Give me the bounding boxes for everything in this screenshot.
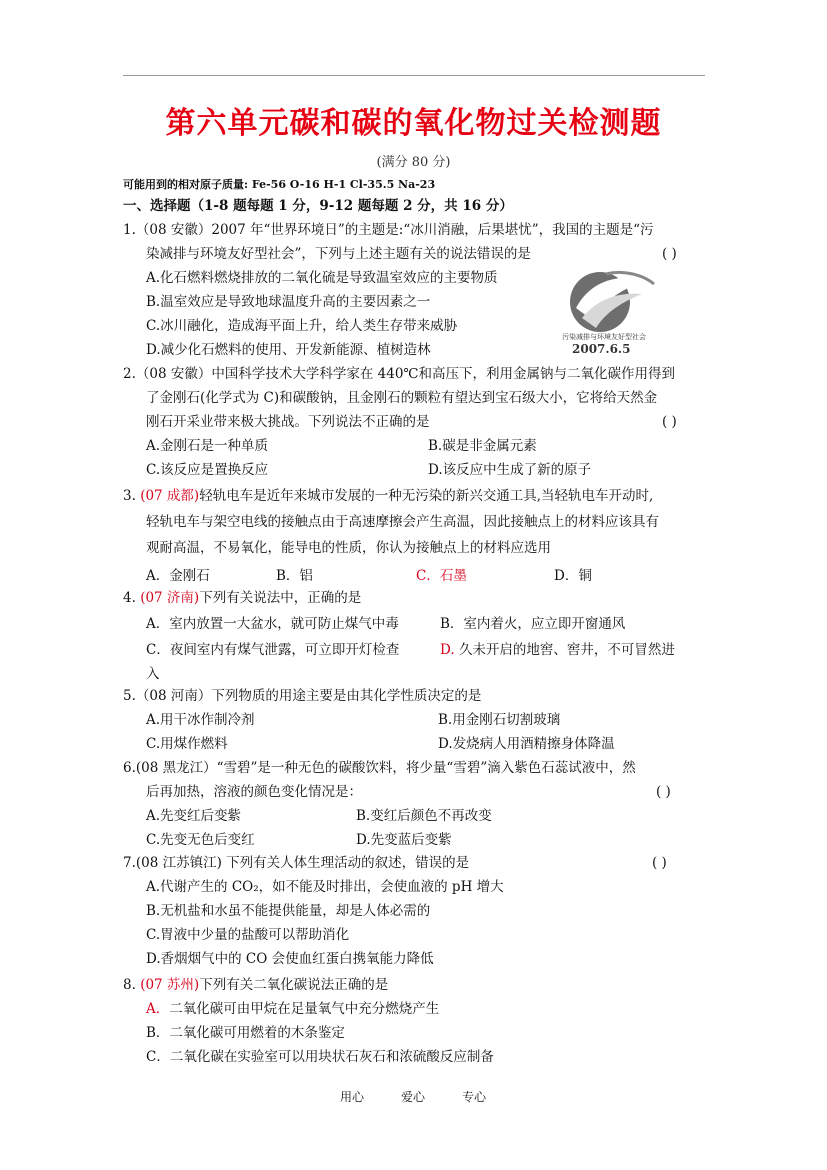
q8-option-b: B．二氧化碳可用燃着的木条鉴定: [146, 1025, 345, 1041]
q6-line2: 后再加热，溶液的颜色变化情况是：: [146, 784, 362, 800]
q7-option-a: A.代谢产生的 CO₂，如不能及时排出，会使血液的 pH 增大: [146, 879, 504, 895]
q8-source: (07 苏州): [140, 977, 200, 993]
q4-option-b: B．室内着火，应立即开窗通风: [440, 616, 626, 632]
q5-option-b: B.用金刚石切割玻璃: [438, 712, 561, 728]
q1-answer-blank: ( ): [662, 246, 677, 262]
q5-option-d: D.发烧病人用酒精擦身体降温: [438, 736, 615, 752]
q2-option-a: A.金刚石是一种单质: [146, 438, 269, 454]
footer-text-3: 专心: [462, 1090, 487, 1104]
q2-option-d: D.该反应中生成了新的原子: [428, 462, 592, 478]
q3-line1: [123, 488, 653, 504]
q3-stem: 轻轨电车是近年来城市发展的一种无污染的新兴交通工具,当轻轨电车开动时,: [199, 488, 654, 504]
q1-option-b: B.温室效应是导致地球温度升高的主要因素之一: [146, 294, 431, 310]
q7-line1: 7.(08 江苏镇江) 下列有关人体生理活动的叙述，错误的是: [123, 855, 470, 871]
q2-option-b: B.碳是非金属元素: [428, 438, 537, 454]
q3-line3: 观耐高温，不易氧化，能导电的性质，你认为接触点上的材料应选用: [146, 540, 551, 556]
q6-option-b: B.变红后颜色不再改变: [356, 808, 492, 824]
q3-line2: 轻轨电车与架空电线的接触点由于高速摩擦会产生高温，因此接触点上的材料应该具有: [146, 514, 659, 530]
q3-option-a: A．金刚石: [146, 568, 210, 584]
q4-option-c: C．夜间室内有煤气泄露，可立即开灯检查: [146, 642, 400, 658]
q8-option-a: [146, 1001, 439, 1017]
q5-option-c: C.用煤作燃料: [146, 736, 228, 752]
q3-option-b: B．铝: [276, 568, 313, 584]
q3-option-c: C．石墨: [416, 568, 467, 584]
q7-option-c: C.胃液中少量的盐酸可以帮助消化: [146, 927, 350, 943]
q8-line1: [123, 977, 388, 993]
atomic-mass-line: 可能用到的相对原子质量: Fe-56 O-16 H-1 Cl-35.5 Na-23: [123, 178, 436, 191]
q4-option-a: A．室内放置一大盆水，就可防止煤气中毒: [146, 616, 399, 632]
q6-option-c: C.先变无色后变红: [146, 832, 255, 848]
q8-number: 8.: [123, 977, 136, 993]
q3-number: 3.: [123, 488, 136, 504]
q1-option-d: D.减少化石燃料的使用、开发新能源、植树造林: [146, 342, 431, 358]
q2-option-c: C.该反应是置换反应: [146, 462, 269, 478]
q6-option-d: D.先变蓝后变紫: [356, 832, 452, 848]
q8-stem: 下列有关二氧化碳说法正确的是: [199, 977, 389, 993]
q4-stem: 下列有关说法中，正确的是: [199, 590, 362, 606]
q6-option-a: A.先变红后变紫: [146, 808, 242, 824]
logo-caption: 污染减排与环境友好型社会: [562, 333, 646, 341]
q1-line2: 染减排与环境友好型社会”，下列与上述主题有关的说法错误的是: [146, 246, 531, 262]
q2-line2: 了金刚石(化学式为 C)和碳酸钠，且金刚石的颗粒有望达到宝石级大小，它将给天然金: [146, 390, 658, 406]
q4-number: 4.: [123, 590, 136, 606]
q4-option-d-cont: 入: [146, 666, 160, 682]
q2-line3: 刚石开采业带来极大挑战。下列说法不正确的是: [146, 414, 430, 430]
q7-option-d: D.香烟烟气中的 CO 会使血红蛋白携氧能力降低: [146, 951, 434, 967]
q1-line1: 1.（08 安徽）2007 年“世界环境日”的主题是:“冰川消融，后果堪忧”，我国的主题是“污: [123, 222, 654, 238]
q7-answer-blank: ( ): [652, 855, 667, 871]
q1-option-c: C.冰川融化，造成海平面上升，给人类生存带来威胁: [146, 318, 458, 334]
q8-option-a-text: 二氧化碳可由甲烷在足量氧气中充分燃烧产生: [169, 1001, 440, 1017]
q1-option-a: A.化石燃料燃烧排放的二氧化硫是导致温室效应的主要物质: [146, 270, 498, 286]
q4-option-d-text: 久未开启的地窖、窖井，不可冒然进: [458, 642, 675, 658]
logo-date: 2007.6.5: [572, 342, 631, 356]
q8-option-c: C．二氧化碳在实验室可以用块状石灰石和浓硫酸反应制备: [146, 1049, 494, 1065]
section-heading: 一、选择题（1-8 题每题 1 分，9-12 题每题 2 分，共 16 分）: [123, 198, 513, 214]
page-title: 第六单元碳和碳的氧化物过关检测题: [165, 106, 662, 141]
q7-option-b: B.无机盐和水虽不能提供能量，却是人体必需的: [146, 903, 431, 919]
q6-line1: 6.(08 黑龙江）“雪碧”是一种无色的碳酸饮料，将少量“雪碧”滴入紫色石蕊试液中，然: [123, 760, 636, 776]
environment-day-logo: [562, 268, 660, 356]
q3-option-d: D．铜: [554, 568, 592, 584]
footer-text-2: 爱心: [401, 1090, 426, 1104]
q4-line1: [123, 590, 361, 606]
q8-option-a-letter: A．: [146, 1001, 170, 1017]
q4-source: (07 济南): [140, 590, 200, 606]
q5-line1: 5.（08 河南）下列物质的用途主要是由其化学性质决定的是: [123, 688, 482, 704]
q5-option-a: A.用干冰作制冷剂: [146, 712, 255, 728]
q4-option-d-letter: D.: [440, 642, 455, 658]
q2-line1: 2.（08 安徽）中国科学技术大学科学家在 440℃和高压下，利用金属钠与二氧化碳作用得到: [123, 366, 676, 382]
q3-source: (07 成都): [140, 488, 200, 504]
header-rule: [123, 75, 705, 76]
footer-text-1: 用心: [340, 1090, 365, 1104]
q2-answer-blank: ( ): [662, 414, 677, 430]
q6-answer-blank: ( ): [656, 784, 671, 800]
page-subtitle: (满分 80 分): [376, 155, 451, 170]
q4-option-d: [440, 642, 675, 658]
